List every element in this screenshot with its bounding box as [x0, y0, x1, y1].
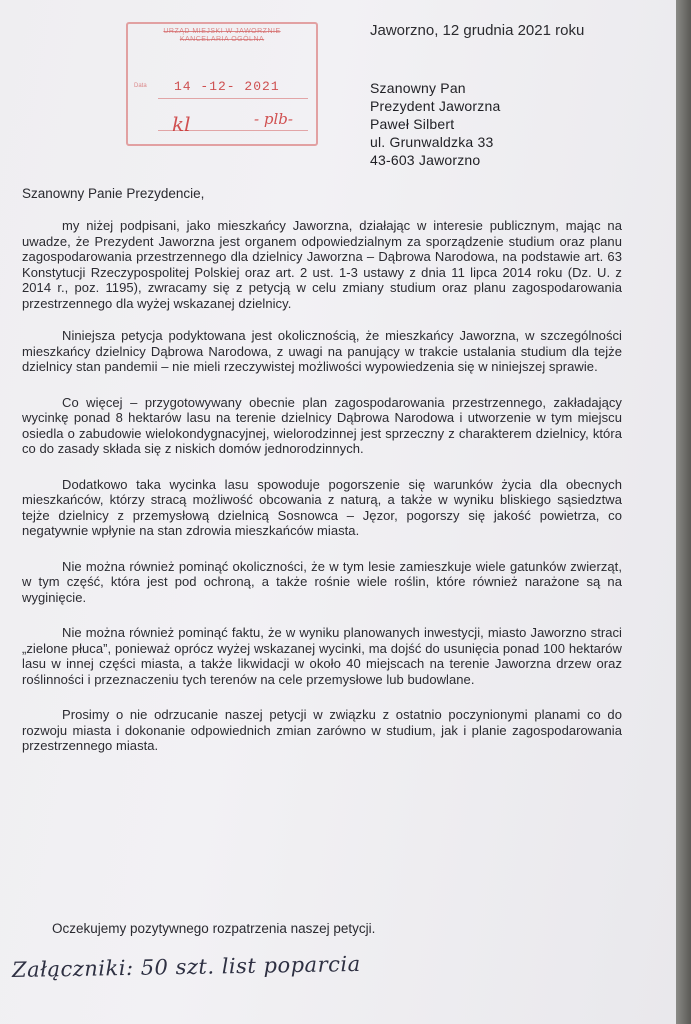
closing-line: Oczekujemy pozytywnego rozpatrzenia naszej petycji.	[52, 921, 376, 936]
registry-stamp	[126, 22, 318, 146]
stamp-rule	[158, 98, 308, 99]
letter-place-date: Jaworzno, 12 grudnia 2021 roku	[370, 22, 585, 39]
addressee-line: Prezydent Jaworzna	[370, 98, 501, 114]
body-paragraph: Co więcej – przygotowywany obecnie plan zagospodarowania przestrzennego, zakładający wycinkę ponad 8 hektarów lasu na terenie dzielnicy Dąbrowa Narodowa i utworzenie w tym miejscu osiedla o zabudowie wielokondygnacyjnej, wielorodzinnej jest sprzeczny z charakterem dzielnicy, która co do zasady składa się z niskich domów jednorodzinnych.	[22, 394, 622, 456]
addressee-line: Szanowny Pan	[370, 80, 466, 96]
body-paragraph: Niniejsza petycja podyktowana jest okolicznością, że mieszkańcy Jaworzna, w szczególności mieszkańcy dzielnicy Dąbrowa Narodowa, z uwagi na panujący w trakcie ustalania studium dla tejże dzielnicy stan pandemii – nie mieli rzeczywistej możliwości wypowiedzenia się w niniejszej sprawie.	[22, 328, 622, 374]
addressee-line: ul. Grunwaldzka 33	[370, 134, 494, 150]
stamp-header	[138, 28, 306, 44]
body-paragraph: Nie można również pominąć okoliczności, że w tym lesie zamieszkuje wiele gatunków zwierząt, w tym część, która jest pod ochroną, a także rośnie wiele roślin, które również narażone są na wyginięcie.	[22, 558, 622, 605]
salutation: Szanowny Panie Prezydencie,	[22, 186, 205, 201]
body-paragraph: Dodatkowo taka wycinka lasu spowoduje pogorszenie się warunków życia dla obecnych mieszkańców, którzy stracą możliwość obcowania z naturą, a także w wyniku bliskiego sąsiedztwa tejże dzielnicy z przemysłową dzielnicą Sosnowca – Jęzor, pogorszy się jakość powietrza, co negatywnie wpłynie na stan zdrowia mieszkańców miasta.	[22, 476, 622, 538]
addressee-line: 43-603 Jaworzno	[370, 152, 481, 168]
stamp-date-label: Data	[134, 83, 147, 89]
addressee-block	[370, 79, 500, 169]
stamp-header-line: KANCELARIA OGÓLNA	[179, 36, 265, 43]
stamp-header-line: URZĄD MIEJSKI W JAWORZNIE	[163, 28, 281, 35]
addressee-line: Paweł Silbert	[370, 116, 455, 132]
stamp-signature: - plb-	[254, 110, 293, 128]
body-paragraph: my niżej podpisani, jako mieszkańcy Jaworzna, działając w interesie publicznym, mając na uwadze, że Prezydent Jaworzna jest organem odpowiedzialnym za sporządzenie studium oraz planu zagospodarowania przestrzennego dla dzielnicy Jaworzna – Dąbrowa Narodowa, na podstawie art. 63 Konstytucji Rzeczypospolitej Polskiej oraz art. 2 ust. 1-3 ustawy z dnia 11 lipca 2014 roku (Dz. U. z 2014 r., poz. 1195), zwracamy się z petycją w celu zmiany studium oraz planu zagospodarowania przestrzennego dla wyżej wskazanej dzielnicy.	[22, 218, 622, 311]
handwritten-attachment-note: Załączniki: 50 szt. list poparcia	[11, 951, 361, 983]
stamp-date: 14 -12- 2021	[174, 79, 280, 94]
stamp-initials: kl	[172, 112, 191, 136]
body-paragraph: Prosimy o nie odrzucanie naszej petycji w związku z ostatnio poczynionymi planami co do rozwoju miasta i dokonanie odpowiednich zmian zarówno w studium, jak i planie zagospodarowania przestrzennego miasta.	[22, 707, 622, 753]
body-paragraph: Nie można również pominąć faktu, że w wyniku planowanych inwestycji, miasto Jaworzno straci „zielone płuca”, ponieważ oprócz wyżej wskazanej wycinki, ma dojść do usunięcia ponad 100 hektarów lasu w innej części miasta, a także likwidacji w około 40 miejscach na terenie Jaworzna drzew oraz roślinności i przeznaczeniu tych terenów na cele przemysłowe lub budowlane.	[22, 625, 622, 687]
page-edge-shadow	[676, 0, 691, 1024]
letter-body	[22, 218, 622, 774]
